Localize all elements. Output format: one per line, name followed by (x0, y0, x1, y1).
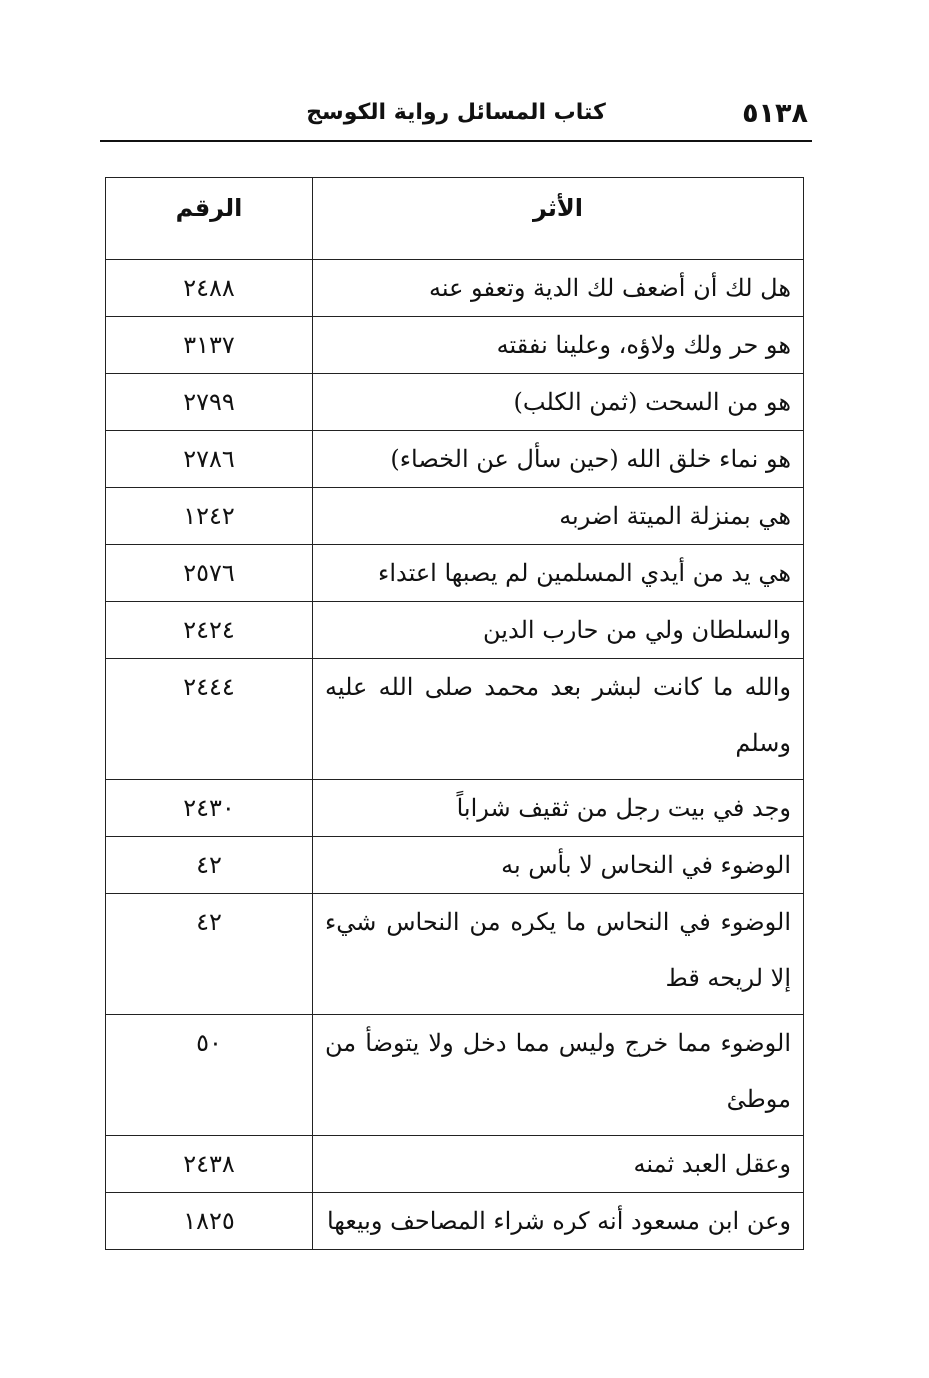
table-row (106, 374, 804, 431)
table-row (106, 545, 804, 602)
table-row (106, 780, 804, 837)
athar-text: هل لك أن أضعف لك الدية وتعفو عنه (313, 260, 804, 317)
athar-number: ٢٤٤٤ (106, 659, 313, 780)
book-title: كتاب المسائل رواية الكوسج (306, 100, 606, 125)
athar-number: ٤٢ (106, 837, 313, 894)
athar-text: وجد في بيت رجل من ثقيف شراباً (313, 780, 804, 837)
table-header-row (106, 178, 804, 260)
athar-text: والسلطان ولي من حارب الدين (313, 602, 804, 659)
athar-number: ٤٢ (106, 894, 313, 1015)
athar-number: ٢٤٢٤ (106, 602, 313, 659)
athar-number: ٢٧٩٩ (106, 374, 313, 431)
page-number: ٥١٣٨ (742, 98, 808, 129)
header-rule (100, 140, 812, 142)
table-row (106, 260, 804, 317)
table-row (106, 837, 804, 894)
table-row (106, 894, 804, 1015)
athar-number: ١٨٢٥ (106, 1193, 313, 1250)
athar-text: الوضوء مما خرج وليس مما دخل ولا يتوضأ من موطئ (313, 1015, 804, 1136)
table-row (106, 488, 804, 545)
athar-number: ٢٥٧٦ (106, 545, 313, 602)
page-header (100, 96, 812, 136)
athar-number: ٣١٣٧ (106, 317, 313, 374)
table-row (106, 1193, 804, 1250)
athar-text: الوضوء في النحاس ما يكره من النحاس شيء إلا لريحه قط (313, 894, 804, 1015)
athar-index-table (105, 177, 804, 1250)
athar-text: والله ما كانت لبشر بعد محمد صلى الله عليه وسلم (313, 659, 804, 780)
table-row (106, 659, 804, 780)
athar-number: ٢٧٨٦ (106, 431, 313, 488)
table-row (106, 317, 804, 374)
athar-number: ١٢٤٢ (106, 488, 313, 545)
header-raqm: الرقم (106, 178, 313, 260)
athar-text: هي يد من أيدي المسلمين لم يصبها اعتداء (313, 545, 804, 602)
athar-text: وعن ابن مسعود أنه كره شراء المصاحف وبيعها (313, 1193, 804, 1250)
table-row (106, 1015, 804, 1136)
athar-number: ٢٤٨٨ (106, 260, 313, 317)
header-athar: الأثر (313, 178, 804, 260)
athar-text: هو من السحت (ثمن الكلب) (313, 374, 804, 431)
athar-text: هي بمنزلة الميتة اضربه (313, 488, 804, 545)
athar-number: ٥٠ (106, 1015, 313, 1136)
athar-number: ٢٤٣٠ (106, 780, 313, 837)
athar-text: وعقل العبد ثمنه (313, 1136, 804, 1193)
athar-number: ٢٤٣٨ (106, 1136, 313, 1193)
athar-text: هو نماء خلق الله (حين سأل عن الخصاء) (313, 431, 804, 488)
table-row (106, 431, 804, 488)
athar-text: هو حر ولك ولاؤه، وعلينا نفقته (313, 317, 804, 374)
table-row (106, 602, 804, 659)
athar-text: الوضوء في النحاس لا بأس به (313, 837, 804, 894)
table-row (106, 1136, 804, 1193)
